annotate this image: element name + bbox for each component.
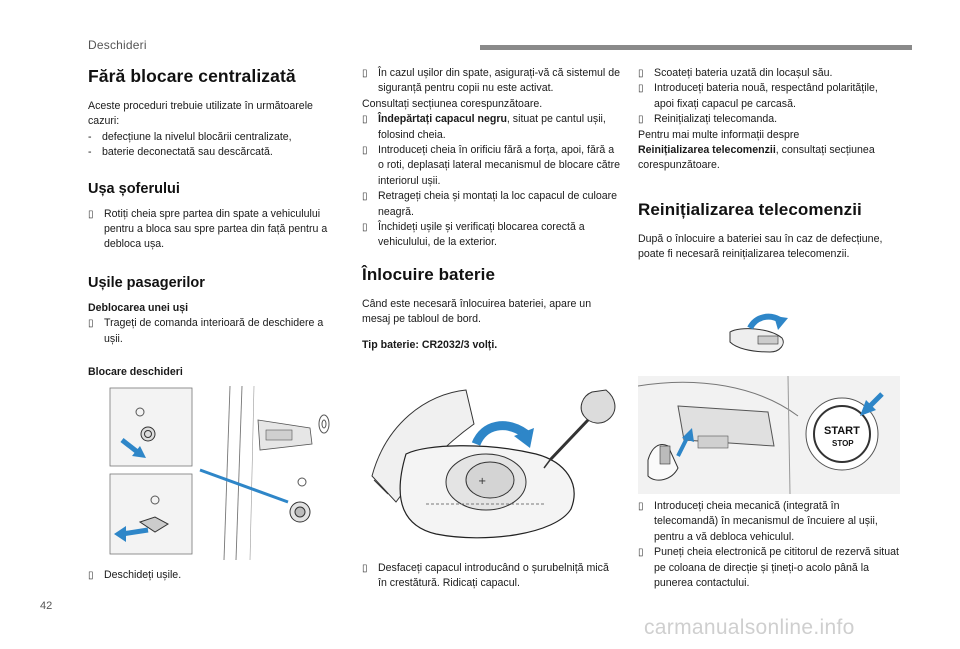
remote-key-illustration xyxy=(700,308,800,364)
list-item: ▯ Deschideți ușile. xyxy=(88,568,343,583)
bullet-icon: ▯ xyxy=(638,501,644,512)
list-item: ▯ Puneți cheia electronică pe cititorul de rezervă situat pe coloana de direcție și țineți-o acolo până la punerea contactului. xyxy=(638,546,899,590)
key-battery-drawing xyxy=(366,384,624,552)
title-no-central-locking: Fără blocare centralizată xyxy=(88,66,296,86)
section-header-bar xyxy=(480,45,912,50)
bullet-icon: ▯ xyxy=(362,563,368,574)
intro-text: Aceste proceduri trebuie utilizate în următoarele cazuri: xyxy=(88,100,313,128)
bullet-icon: ▯ xyxy=(362,114,368,126)
bullet-icon: ▯ xyxy=(638,114,644,126)
bullet-icon: ▯ xyxy=(638,547,644,559)
bullet-icon: ▯ xyxy=(362,68,368,79)
heading-battery-replacement: Înlocuire baterie xyxy=(362,264,496,284)
steering-column-drawing xyxy=(638,376,900,494)
list-item: - baterie deconectată sau descărcată. xyxy=(88,146,273,159)
stop-label: STOP xyxy=(832,439,854,448)
list-item: ▯ Desfaceți capacul introducând o șurubelniță mică în crestătură. Ridicați capacul. xyxy=(362,562,609,590)
column-middle xyxy=(362,66,620,353)
start-label: START xyxy=(824,425,860,437)
list-item: ▯ Retrageți cheia și montați la loc capacul de culoare neagră. xyxy=(362,190,618,218)
heading-driver-door: Ușa șoferului xyxy=(88,180,180,197)
reinit-text: După o înlocuire a bateriei sau în caz de defecțiune, poate fi necesară reinițializarea telecomenzii. xyxy=(638,232,883,261)
bullet-icon: ▯ xyxy=(362,191,368,203)
bullet-icon: ▯ xyxy=(362,222,368,234)
page-number: 42 xyxy=(40,600,53,612)
list-item: ▯ Rotiți cheia spre partea din spate a vehiculului pentru a bloca sau spre partea din față pentru a debloca ușa. xyxy=(88,207,328,251)
list-item: ▯ Scoateți bateria uzată din locașul său. xyxy=(638,66,898,81)
list-item: ▯ În cazul ușilor din spate, asigurați-vă că sistemul de siguranță pentru copii nu este activat. xyxy=(362,67,621,95)
bullet-icon: ▯ xyxy=(638,68,644,79)
bullet-icon: ▯ xyxy=(88,318,94,330)
bullet-icon: ▯ xyxy=(88,208,94,220)
steering-column-illustration xyxy=(638,376,900,494)
consult-text: Consultați secțiunea corespunzătoare. xyxy=(362,97,543,110)
watermark: carmanualsonline.info xyxy=(644,616,855,639)
list-item: ▯ Închideți ușile și verificați blocarea corectă a vehiculului, de la exterior. xyxy=(362,221,585,249)
list-item: ▯ Introduceți cheia mecanică (integrată în telecomandă) în mecanismul de încuiere al ușii, pentru a vă debloca vehiculul. xyxy=(638,500,878,543)
list-item: ▯ Trageți de comanda interioară de deschidere a ușii. xyxy=(88,317,324,345)
bullet-icon: ▯ xyxy=(362,145,368,157)
list-item: ▯ Reinițializați telecomanda. xyxy=(638,112,898,127)
door-lock-drawing xyxy=(100,382,345,560)
label-lock-doors: Blocare deschideri xyxy=(88,366,183,379)
key-battery-illustration xyxy=(366,384,624,552)
list-item: ▯ Introduceți cheia în orificiu fără a forța, apoi, fără a o roti, deplasați lateral mecanismul de blocare către interiorul ușii. xyxy=(362,144,621,187)
list-item: ▯ Introduceți bateria nouă, respectând polaritățile, apoi fixați capacul pe carcasă. xyxy=(638,82,878,110)
list-item: - defecțiune la nivelul blocării centralizate, xyxy=(88,130,292,143)
section-header-label: Deschideri xyxy=(88,38,147,52)
bullet-icon: ▯ xyxy=(638,83,644,95)
heading-remote-reinit: Reinițializarea telecomenzii xyxy=(638,199,862,219)
list-item: ▯ Îndepărtați capacul negru, situat pe cantul ușii, folosind cheia. xyxy=(362,113,606,141)
label-unlock-door: Deblocarea unei uși xyxy=(88,301,189,314)
column-right xyxy=(638,66,898,263)
battery-text: Când este necesară înlocuirea bateriei, apare un mesaj pe tabloul de bord. xyxy=(362,297,592,326)
battery-type: Tip baterie: CR2032/3 volți. xyxy=(362,338,498,351)
door-lock-illustration xyxy=(100,382,345,560)
column-left xyxy=(88,66,343,380)
remote-key-drawing xyxy=(700,308,800,364)
reinit-steps xyxy=(638,499,900,591)
bullet-icon: ▯ xyxy=(88,570,94,581)
heading-passenger-doors: Ușile pasagerilor xyxy=(88,274,205,291)
svg-text:+: + xyxy=(478,476,487,487)
more-info-text: Pentru mai multe informații despre Reinițializarea telecomenzii, consultați secțiunea corespunzătoare. xyxy=(638,128,875,172)
